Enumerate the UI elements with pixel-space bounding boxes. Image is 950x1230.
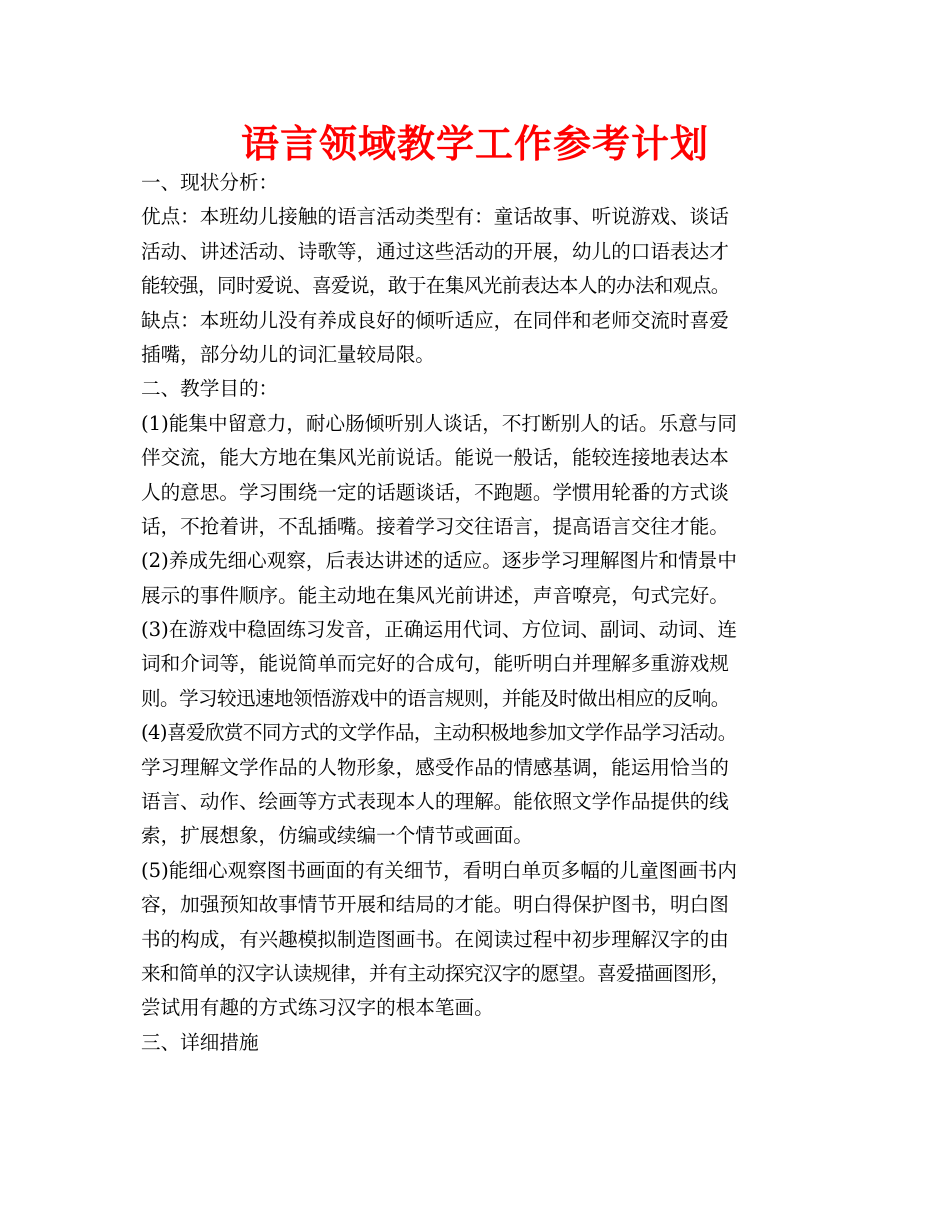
section-heading: 一、现状分析：	[141, 171, 279, 194]
paragraph-line: (2)养成先细心观察，后表达讲述的适应。逐步学习理解图片和情景中	[141, 549, 737, 573]
paragraph-line: 词和介词等，能说简单而完好的合成句，能听明白并理解多重游戏规	[141, 652, 729, 676]
section-heading: 二、教学目的：	[141, 377, 279, 401]
section-heading: 三、详细措施	[141, 1030, 259, 1054]
paragraph-line: 能较强，同时爱说、喜爱说，敢于在集风光前表达本人的办法和观点。	[141, 274, 730, 298]
paragraph-line: 活动、讲述活动、诗歌等，通过这些活动的开展，幼儿的口语表达才	[141, 239, 729, 263]
document-body	[141, 166, 813, 1060]
paragraph-line: 索，扩展想象，仿编或续编一个情节或画面。	[141, 824, 533, 848]
paragraph-line: 展示的事件顺序。能主动地在集风光前讲述，声音嘹亮，句式完好。	[141, 583, 729, 607]
paragraph-line: 缺点：本班幼儿没有养成良好的倾听适应，在同伴和老师交流时喜爱	[141, 308, 729, 332]
paragraph-line: 语言、动作、绘画等方式表现本人的理解。能依照文学作品提供的线	[141, 790, 729, 814]
paragraph-line: 容，加强预知故事情节开展和结局的才能。明白得保护图书，明白图	[141, 893, 729, 917]
paragraph-line: 优点：本班幼儿接触的语言活动类型有：童话故事、听说游戏、谈话	[141, 205, 729, 229]
paragraph-line: 来和简单的汉字认读规律，并有主动探究汉字的愿望。喜爱描画图形，	[141, 961, 730, 985]
paragraph-line: (4)喜爱欣赏不同方式的文学作品，主动积极地参加文学作品学习活动。	[141, 721, 737, 745]
paragraph-line: 伴交流，能大方地在集风光前说话。能说一般话，能较连接地表达本	[141, 446, 729, 470]
paragraph-line: (5)能细心观察图书画面的有关细节，看明白单页多幅的儿童图画书内	[141, 858, 737, 882]
paragraph-line: 则。学习较迅速地领悟游戏中的语言规则，并能及时做出相应的反响。	[141, 686, 730, 710]
paragraph-line: 尝试用有趣的方式练习汉字的根本笔画。	[141, 996, 494, 1020]
paragraph-line: 学习理解文学作品的人物形象，感受作品的情感基调，能运用恰当的	[141, 755, 729, 779]
paragraph-line: 人的意思。学习围绕一定的话题谈话，不跑题。学惯用轮番的方式谈	[141, 480, 729, 504]
paragraph-line: (3)在游戏中稳固练习发音，正确运用代词、方位词、副词、动词、连	[141, 618, 737, 642]
paragraph-line: 话，不抢着讲，不乱插嘴。接着学习交往语言，提高语言交往才能。	[141, 514, 729, 538]
page-title: 语言领域教学工作参考计划	[240, 121, 709, 166]
paragraph-line: 书的构成，有兴趣模拟制造图画书。在阅读过程中初步理解汉字的由	[141, 927, 729, 951]
paragraph-line: (1)能集中留意力，耐心肠倾听别人谈话，不打断别人的话。乐意与同	[141, 411, 737, 435]
paragraph-line: 插嘴，部分幼儿的词汇量较局限。	[141, 342, 435, 366]
